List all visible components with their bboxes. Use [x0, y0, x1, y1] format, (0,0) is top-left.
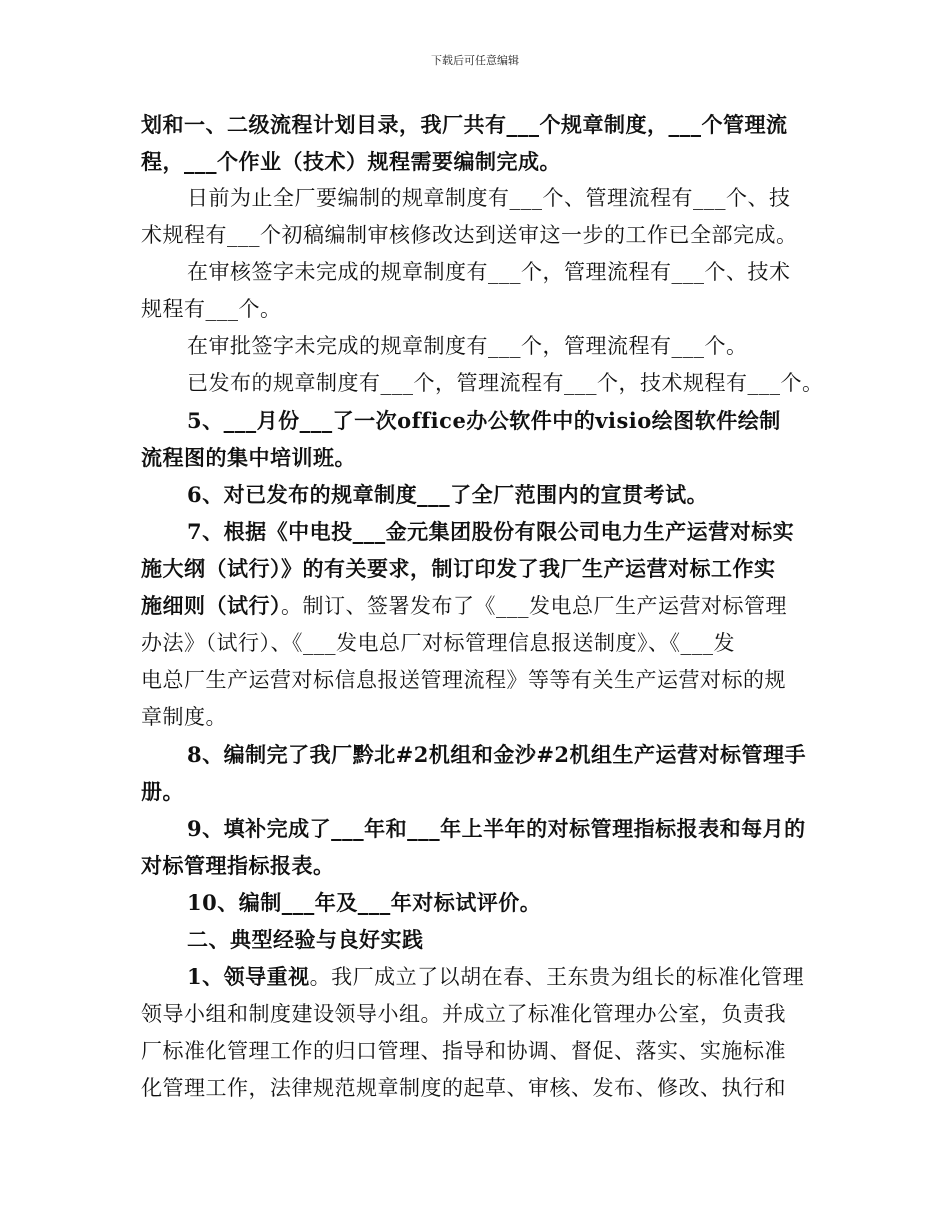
text-line: 术规程有___个初稿编制审核修改达到送审这一步的工作已全部完成。 — [141, 223, 798, 247]
paragraph-item-8 — [141, 736, 813, 810]
text-line: 厂标准化管理工作的归口管理、指导和协调、督促、落实、实施标准 — [141, 1039, 786, 1063]
text-line: 规程有___个。 — [141, 297, 282, 321]
text-bold-run: 1、领导重视 — [187, 964, 310, 989]
paragraph-approval-status — [141, 328, 813, 365]
paragraph-plan-summary — [141, 106, 813, 180]
text-bold-run: 施细则（试行） — [141, 593, 281, 618]
text-line: 程，___个作业（技术）规程需要编制完成。 — [141, 149, 561, 174]
text-line: 施大纲（试行）》的有关要求，制订印发了我厂生产运营对标工作实 — [141, 556, 776, 581]
text-line: 领导小组和制度建设领导小组。并成立了标准化管理办公室，负责我 — [141, 1002, 786, 1026]
text-line: 5、___月份___了一次office办公软件中的visio绘图软件绘制 — [187, 408, 781, 433]
text-line: 对标管理指标报表。 — [141, 853, 335, 878]
paragraph-draft-status — [141, 180, 813, 254]
text-line: 划和一、二级流程计划目录，我厂共有___个规章制度，___个管理流 — [141, 112, 788, 137]
text-line-mixed — [141, 587, 813, 625]
text-line: 在审批签字未完成的规章制度有___个，管理流程有___个。 — [187, 334, 748, 358]
text-line-mixed — [141, 958, 813, 996]
section-heading-2 — [141, 921, 813, 958]
text-run: 。我厂成立了以胡在春、王东贵为组长的标准化管理 — [309, 965, 805, 989]
text-line: 10、编制___年及___年对标试评价。 — [187, 890, 542, 915]
paragraph-item-10 — [141, 884, 813, 921]
page-header: 下载后可任意编辑 — [431, 54, 519, 67]
text-line: 办法》（试行）、《___发电总厂对标管理信息报送制度》、《___发 — [141, 631, 735, 655]
text-line: 化管理工作，法律规范规章制度的起草、审核、发布、修改、执行和 — [141, 1076, 786, 1100]
paragraph-published-status — [141, 365, 824, 402]
document-body — [141, 106, 824, 1107]
text-line: 日前为止全厂要编制的规章制度有___个、管理流程有___个、技 — [187, 186, 791, 210]
text-line: 7、根据《中电投___金元集团股份有限公司电力生产运营对标实 — [187, 519, 795, 544]
paragraph-review-status — [141, 254, 813, 328]
text-line: 6、对已发布的规章制度___了全厂范围内的宣贯考试。 — [187, 482, 709, 507]
text-line: 二、典型经验与良好实践 — [187, 927, 424, 952]
paragraph-item-6 — [141, 476, 813, 513]
text-line: 章制度。 — [141, 705, 227, 729]
paragraph-leadership — [141, 958, 813, 1107]
text-line: 册。 — [141, 779, 184, 804]
paragraph-item-5 — [141, 402, 813, 476]
text-line: 已发布的规章制度有___个，管理流程有___个，技术规程有___个。 — [187, 371, 824, 395]
text-line: 8、编制完了我厂黔北#2机组和金沙#2机组生产运营对标管理手 — [187, 742, 807, 767]
text-line: 9、填补完成了___年和___年上半年的对标管理指标报表和每月的 — [187, 816, 806, 841]
text-run: 。制订、签署发布了《___发电总厂生产运营对标管理 — [281, 594, 787, 618]
paragraph-item-7 — [141, 513, 813, 736]
text-line: 电总厂生产运营对标信息报送管理流程》等等有关生产运营对标的规 — [141, 668, 786, 692]
text-line: 在审核签字未完成的规章制度有___个，管理流程有___个、技术 — [187, 260, 791, 284]
paragraph-item-9 — [141, 810, 813, 884]
text-line: 流程图的集中培训班。 — [141, 445, 356, 470]
